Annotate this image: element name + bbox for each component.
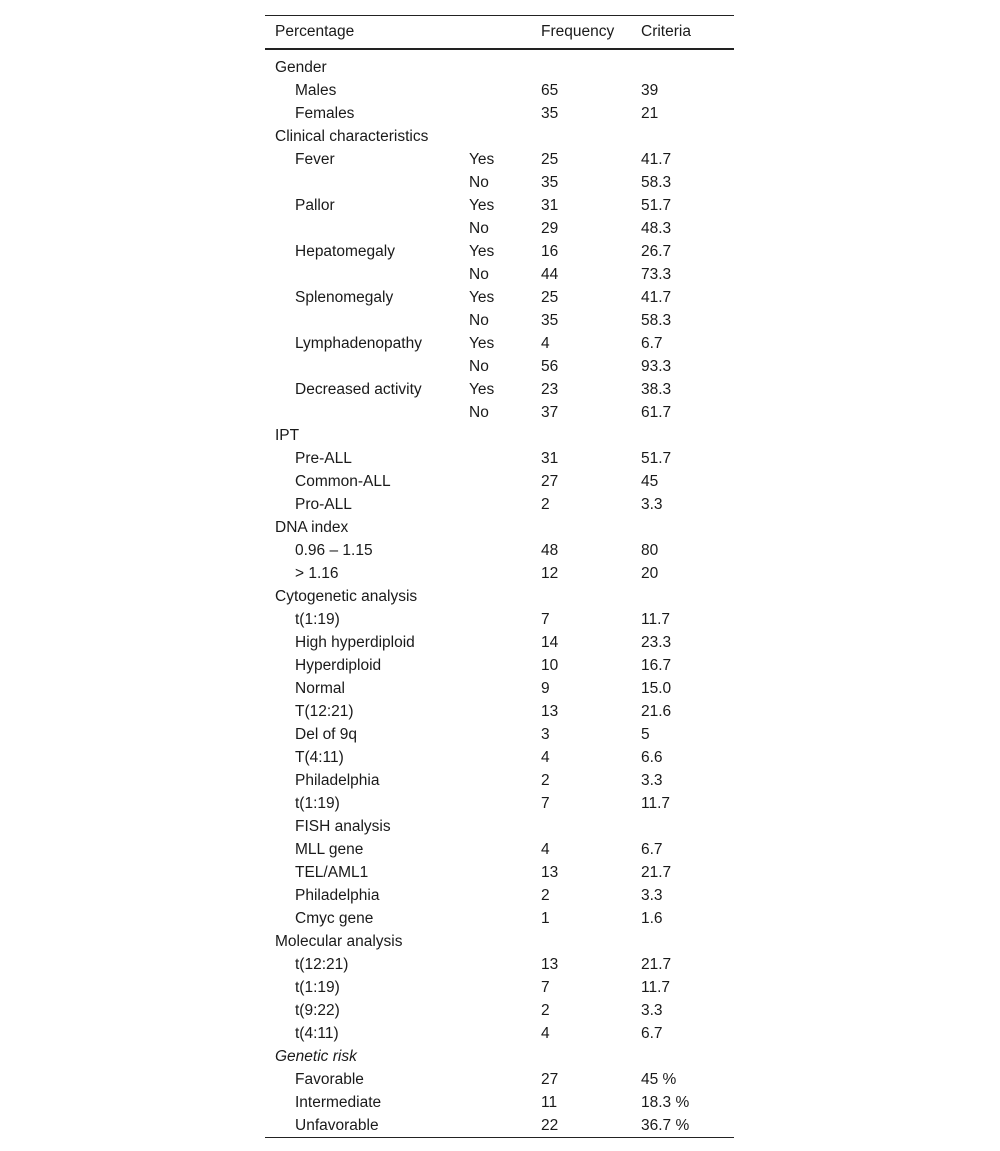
row-subcategory <box>469 677 541 700</box>
row-frequency: 2 <box>541 771 550 789</box>
row-criteria <box>641 125 734 148</box>
table-row <box>265 976 734 999</box>
row-subcategory <box>469 424 541 447</box>
row-subcategory <box>469 539 541 562</box>
row-frequency: 14 <box>541 633 559 651</box>
row-subcategory <box>469 976 541 999</box>
row-subcategory <box>469 516 541 539</box>
row-criteria: 45 % <box>641 1070 677 1088</box>
row-subcategory <box>469 884 541 907</box>
table-row <box>265 746 734 769</box>
row-subcategory: Yes <box>469 334 495 352</box>
row-criteria: 58.3 <box>641 311 672 329</box>
table-row <box>265 769 734 792</box>
row-subcategory <box>469 470 541 493</box>
row-label: High hyperdiploid <box>295 633 415 651</box>
row-label: t(12:21) <box>295 955 349 973</box>
row-frequency: 3 <box>541 725 550 743</box>
row-subcategory <box>469 953 541 976</box>
row-subcategory <box>469 746 541 769</box>
row-subcategory: Yes <box>469 380 495 398</box>
table-row <box>265 493 734 516</box>
row-criteria: 45 <box>641 472 659 490</box>
row-label: T(12:21) <box>295 702 354 720</box>
row-subcategory <box>469 1114 541 1138</box>
data-table-container <box>265 15 734 1138</box>
table-row <box>265 286 734 309</box>
table-row <box>265 125 734 148</box>
row-subcategory <box>469 608 541 631</box>
row-criteria: 23.3 <box>641 633 672 651</box>
row-subcategory <box>469 861 541 884</box>
row-frequency: 2 <box>541 886 550 904</box>
row-subcategory: Yes <box>469 288 495 306</box>
row-label: Pro-ALL <box>295 495 352 513</box>
row-label: Pre-ALL <box>295 449 352 467</box>
row-frequency <box>541 424 641 447</box>
row-criteria: 21.7 <box>641 863 672 881</box>
row-frequency <box>541 1045 641 1068</box>
row-criteria: 26.7 <box>641 242 672 260</box>
row-subcategory <box>469 79 541 102</box>
header-row <box>265 16 734 50</box>
row-frequency: 65 <box>541 81 559 99</box>
table-header <box>265 16 734 50</box>
table-row <box>265 148 734 171</box>
row-criteria: 6.7 <box>641 334 663 352</box>
row-criteria: 61.7 <box>641 403 672 421</box>
row-criteria: 11.7 <box>641 610 671 628</box>
row-subcategory: No <box>469 311 489 329</box>
row-subcategory <box>469 49 541 79</box>
row-label: MLL gene <box>295 840 364 858</box>
row-label: Females <box>295 104 355 122</box>
row-criteria: 15.0 <box>641 679 672 697</box>
row-subcategory <box>469 700 541 723</box>
row-label: Normal <box>295 679 345 697</box>
row-label: Molecular analysis <box>275 932 403 950</box>
row-frequency: 4 <box>541 748 550 766</box>
table-body <box>265 49 734 1138</box>
row-label: DNA index <box>275 518 349 536</box>
row-frequency: 37 <box>541 403 559 421</box>
row-criteria: 6.7 <box>641 1024 663 1042</box>
table-row <box>265 1022 734 1045</box>
table-row <box>265 539 734 562</box>
row-frequency: 22 <box>541 1116 559 1134</box>
row-subcategory <box>469 1045 541 1068</box>
table-row <box>265 953 734 976</box>
row-subcategory <box>469 585 541 608</box>
row-subcategory <box>469 838 541 861</box>
row-subcategory <box>469 125 541 148</box>
table-row <box>265 723 734 746</box>
row-label: > 1.16 <box>295 564 339 582</box>
row-label: Gender <box>275 58 327 76</box>
table-row <box>265 470 734 493</box>
row-criteria: 21.7 <box>641 955 672 973</box>
row-criteria: 3.3 <box>641 886 663 904</box>
row-criteria: 21 <box>641 104 659 122</box>
row-subcategory <box>469 907 541 930</box>
row-frequency: 23 <box>541 380 559 398</box>
row-frequency: 31 <box>541 449 559 467</box>
row-label: Hepatomegaly <box>295 242 395 260</box>
row-criteria: 73.3 <box>641 265 672 283</box>
row-frequency: 35 <box>541 311 559 329</box>
table-row <box>265 1045 734 1068</box>
row-criteria: 18.3 % <box>641 1093 690 1111</box>
row-frequency: 4 <box>541 840 550 858</box>
row-frequency: 35 <box>541 173 559 191</box>
row-frequency: 35 <box>541 104 559 122</box>
row-subcategory: No <box>469 265 489 283</box>
table-row <box>265 861 734 884</box>
row-criteria <box>641 930 734 953</box>
row-label: Genetic risk <box>275 1047 357 1065</box>
row-criteria <box>641 585 734 608</box>
row-subcategory <box>469 631 541 654</box>
row-label: Cmyc gene <box>295 909 374 927</box>
row-label: Pallor <box>295 196 335 214</box>
table-row <box>265 838 734 861</box>
row-label: Unfavorable <box>295 1116 379 1134</box>
row-label <box>265 309 469 332</box>
table-row <box>265 1114 734 1138</box>
table-row <box>265 378 734 401</box>
row-criteria: 11.7 <box>641 794 671 812</box>
table-row <box>265 562 734 585</box>
table-row <box>265 631 734 654</box>
row-subcategory <box>469 769 541 792</box>
row-criteria: 36.7 % <box>641 1116 690 1134</box>
table-row <box>265 884 734 907</box>
row-frequency: 12 <box>541 564 559 582</box>
row-frequency: 4 <box>541 1024 550 1042</box>
row-frequency: 7 <box>541 610 550 628</box>
row-frequency: 9 <box>541 679 550 697</box>
row-label: t(1:19) <box>295 610 340 628</box>
row-label: t(4:11) <box>295 1024 339 1042</box>
row-label: Decreased activity <box>295 380 422 398</box>
row-label: Males <box>295 81 337 99</box>
table-row <box>265 240 734 263</box>
row-subcategory: No <box>469 403 489 421</box>
row-label: Hyperdiploid <box>295 656 382 674</box>
row-frequency: 7 <box>541 794 550 812</box>
row-subcategory <box>469 654 541 677</box>
row-label: Favorable <box>295 1070 364 1088</box>
row-frequency: 25 <box>541 288 559 306</box>
row-frequency <box>541 930 641 953</box>
header-criteria: Criteria <box>641 23 691 40</box>
row-label <box>265 355 469 378</box>
row-label: Splenomegaly <box>295 288 394 306</box>
row-criteria <box>641 516 734 539</box>
table-row <box>265 907 734 930</box>
row-label: t(9:22) <box>295 1001 340 1019</box>
row-frequency: 56 <box>541 357 559 375</box>
row-label: Fever <box>295 150 335 168</box>
row-criteria: 20 <box>641 564 659 582</box>
table-row <box>265 217 734 240</box>
row-subcategory: Yes <box>469 150 495 168</box>
row-subcategory <box>469 102 541 125</box>
row-frequency <box>541 125 641 148</box>
table-row <box>265 815 734 838</box>
row-label: T(4:11) <box>295 748 344 766</box>
row-criteria: 41.7 <box>641 150 672 168</box>
row-criteria: 41.7 <box>641 288 672 306</box>
row-label: Philadelphia <box>295 886 380 904</box>
row-label: t(1:19) <box>295 978 340 996</box>
table-row <box>265 79 734 102</box>
row-criteria: 3.3 <box>641 495 663 513</box>
row-criteria: 3.3 <box>641 771 663 789</box>
row-frequency: 25 <box>541 150 559 168</box>
row-frequency: 29 <box>541 219 559 237</box>
row-frequency: 2 <box>541 495 550 513</box>
row-subcategory <box>469 562 541 585</box>
table-row <box>265 309 734 332</box>
row-label: IPT <box>275 426 300 444</box>
table-row <box>265 516 734 539</box>
row-frequency: 27 <box>541 1070 559 1088</box>
row-frequency: 4 <box>541 334 550 352</box>
table-row <box>265 424 734 447</box>
table-row <box>265 654 734 677</box>
row-frequency <box>541 516 641 539</box>
row-subcategory: Yes <box>469 196 495 214</box>
table-row <box>265 930 734 953</box>
row-criteria <box>641 49 734 79</box>
row-criteria: 16.7 <box>641 656 672 674</box>
row-subcategory: Yes <box>469 242 495 260</box>
table-row <box>265 792 734 815</box>
row-frequency <box>541 49 641 79</box>
row-subcategory <box>469 1068 541 1091</box>
row-subcategory <box>469 815 541 838</box>
row-frequency: 13 <box>541 702 559 720</box>
table-row <box>265 585 734 608</box>
row-frequency: 31 <box>541 196 559 214</box>
row-criteria: 51.7 <box>641 196 672 214</box>
table-row <box>265 102 734 125</box>
row-label <box>265 263 469 286</box>
row-criteria <box>641 424 734 447</box>
row-frequency: 27 <box>541 472 559 490</box>
row-label <box>265 401 469 424</box>
row-criteria: 48.3 <box>641 219 672 237</box>
table-row <box>265 1091 734 1114</box>
table-row <box>265 700 734 723</box>
row-criteria: 39 <box>641 81 659 99</box>
table-row <box>265 263 734 286</box>
row-label: Lymphadenopathy <box>295 334 422 352</box>
row-subcategory <box>469 792 541 815</box>
row-criteria: 58.3 <box>641 173 672 191</box>
table-row <box>265 1068 734 1091</box>
row-criteria: 21.6 <box>641 702 672 720</box>
table-row <box>265 608 734 631</box>
row-frequency: 16 <box>541 242 559 260</box>
row-label: Cytogenetic analysis <box>275 587 418 605</box>
row-criteria: 80 <box>641 541 659 559</box>
row-subcategory <box>469 1091 541 1114</box>
header-frequency: Frequency <box>541 23 615 40</box>
table-row <box>265 401 734 424</box>
row-subcategory <box>469 1022 541 1045</box>
row-frequency: 1 <box>541 909 550 927</box>
row-criteria: 1.6 <box>641 909 663 927</box>
row-label: Clinical characteristics <box>275 127 429 145</box>
row-frequency: 48 <box>541 541 559 559</box>
row-subcategory: No <box>469 173 489 191</box>
row-label: TEL/AML1 <box>295 863 369 881</box>
table-row <box>265 447 734 470</box>
row-label <box>265 217 469 240</box>
row-frequency <box>541 585 641 608</box>
row-criteria: 6.7 <box>641 840 663 858</box>
row-subcategory: No <box>469 357 489 375</box>
row-label: Common-ALL <box>295 472 391 490</box>
row-subcategory <box>469 999 541 1022</box>
row-frequency: 7 <box>541 978 550 996</box>
table-row <box>265 999 734 1022</box>
row-label: 0.96 – 1.15 <box>295 541 373 559</box>
row-frequency: 13 <box>541 863 559 881</box>
row-subcategory <box>469 930 541 953</box>
row-criteria: 38.3 <box>641 380 672 398</box>
data-table <box>265 15 734 1138</box>
header-subcategory <box>469 16 541 50</box>
table-row <box>265 332 734 355</box>
row-criteria: 5 <box>641 725 650 743</box>
row-frequency: 10 <box>541 656 559 674</box>
table-row <box>265 355 734 378</box>
row-frequency: 2 <box>541 1001 550 1019</box>
table-row <box>265 194 734 217</box>
row-frequency: 13 <box>541 955 559 973</box>
row-criteria <box>641 815 734 838</box>
row-label <box>265 171 469 194</box>
table-row <box>265 677 734 700</box>
row-frequency: 11 <box>541 1093 558 1111</box>
row-label: t(1:19) <box>295 794 340 812</box>
table-row <box>265 171 734 194</box>
row-subcategory: No <box>469 219 489 237</box>
row-frequency: 44 <box>541 265 559 283</box>
header-percentage: Percentage <box>275 23 355 40</box>
row-subcategory <box>469 723 541 746</box>
row-criteria <box>641 1045 734 1068</box>
row-label: Intermediate <box>295 1093 382 1111</box>
table-row <box>265 49 734 79</box>
row-subcategory <box>469 493 541 516</box>
row-label: Del of 9q <box>295 725 358 743</box>
row-criteria: 3.3 <box>641 1001 663 1019</box>
row-subcategory <box>469 447 541 470</box>
row-criteria: 11.7 <box>641 978 671 996</box>
row-label: Philadelphia <box>295 771 380 789</box>
row-label: FISH analysis <box>295 817 391 835</box>
row-frequency <box>541 815 641 838</box>
row-criteria: 6.6 <box>641 748 663 766</box>
row-criteria: 51.7 <box>641 449 672 467</box>
row-criteria: 93.3 <box>641 357 672 375</box>
